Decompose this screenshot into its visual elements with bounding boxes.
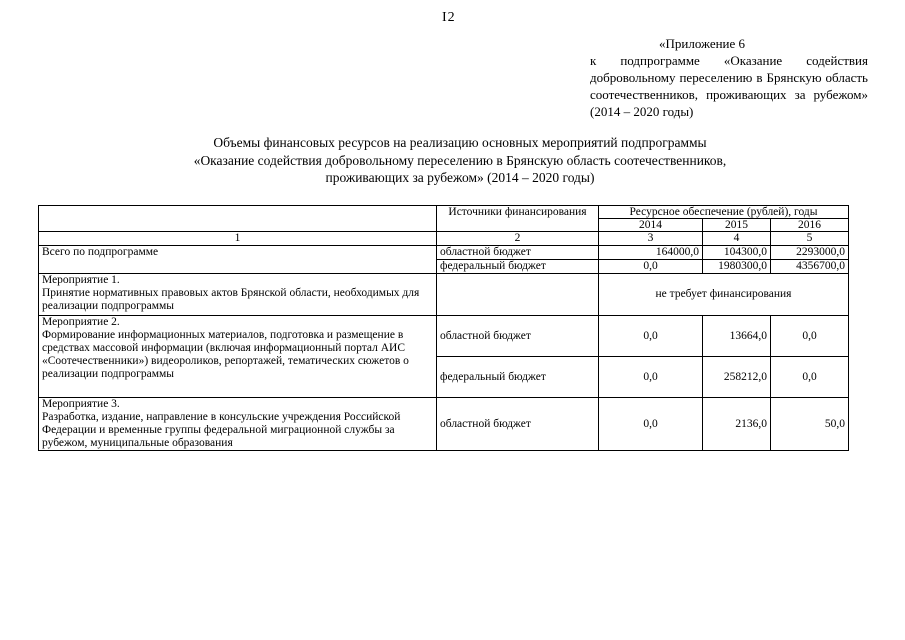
document-title-line: Объемы финансовых ресурсов на реализацию основных мероприятий подпрограммы <box>213 135 707 150</box>
table-header-row <box>39 206 849 219</box>
source-cell-empty <box>437 274 599 316</box>
value-cell: 1980300,0 <box>703 260 771 274</box>
source-cell: областной бюджет <box>437 246 599 260</box>
document-title <box>120 134 800 187</box>
value-cell: 0,0 <box>771 357 849 398</box>
source-cell: федеральный бюджет <box>437 260 599 274</box>
value-cell: 0,0 <box>771 316 849 357</box>
column-numbers-row <box>39 232 849 246</box>
appendix-block <box>590 35 868 120</box>
value-cell: 50,0 <box>771 398 849 451</box>
value-cell: 13664,0 <box>703 316 771 357</box>
appendix-text: к подпрограмме «Оказание содействия добровольному переселению в Брянскую область соотечественников, проживающих за рубежом» (2014 – 2020 годы) <box>590 53 868 119</box>
event-cell <box>39 274 437 316</box>
source-cell: областной бюджет <box>437 316 599 357</box>
event-cell <box>39 398 437 451</box>
document-title-line: проживающих за рубежом» (2014 – 2020 годы) <box>325 170 595 185</box>
financing-table <box>38 205 849 451</box>
source-cell: областной бюджет <box>437 398 599 451</box>
value-cell: 258212,0 <box>703 357 771 398</box>
header-year: 2016 <box>771 219 849 232</box>
value-cell: 2293000,0 <box>771 246 849 260</box>
table-row <box>39 316 849 357</box>
page-number: I2 <box>442 10 456 25</box>
value-cell: 2136,0 <box>703 398 771 451</box>
event-cell <box>39 316 437 398</box>
header-year: 2014 <box>599 219 703 232</box>
event-description: Принятие нормативных правовых актов Брянской области, необходимых для реализации подпрограммы <box>42 287 420 312</box>
source-cell: федеральный бюджет <box>437 357 599 398</box>
value-cell: 0,0 <box>599 260 703 274</box>
column-number: 5 <box>771 232 849 246</box>
value-cell: 4356700,0 <box>771 260 849 274</box>
value-cell: 104300,0 <box>703 246 771 260</box>
table-row <box>39 398 849 451</box>
document-title-line: «Оказание содействия добровольному переселению в Брянскую область соотечественников, <box>193 152 727 168</box>
event-title: Мероприятие 2. <box>42 316 120 328</box>
total-label: Всего по подпрограмме <box>39 246 437 274</box>
no-financing-note: не требует финансирования <box>599 274 849 316</box>
header-year: 2015 <box>703 219 771 232</box>
header-resources: Ресурсное обеспечение (рублей), годы <box>599 206 849 219</box>
value-cell: 0,0 <box>599 316 703 357</box>
event-description: Разработка, издание, направление в консульские учреждения Российской Федерации и временные группы федеральной миграционной службы за рубежом, муниципальные образования <box>42 411 401 449</box>
event-description: Формирование информационных материалов, подготовка и размещение в средствах массовой информации (включая информационный портал АИС «Соотечественники») видеороликов, репортажей, тематических сюжетов о реализации подпрограммы <box>42 329 409 380</box>
table-row <box>39 274 849 316</box>
column-number: 3 <box>599 232 703 246</box>
column-number: 1 <box>39 232 437 246</box>
appendix-title: «Приложение 6 <box>659 36 746 51</box>
value-cell: 164000,0 <box>599 246 703 260</box>
header-sources: Источники финансирования <box>437 206 599 232</box>
event-title: Мероприятие 1. <box>42 274 120 286</box>
event-title: Мероприятие 3. <box>42 398 120 410</box>
table-row <box>39 246 849 260</box>
column-number: 4 <box>703 232 771 246</box>
value-cell: 0,0 <box>599 398 703 451</box>
value-cell: 0,0 <box>599 357 703 398</box>
header-empty-cell <box>39 206 437 232</box>
column-number: 2 <box>437 232 599 246</box>
